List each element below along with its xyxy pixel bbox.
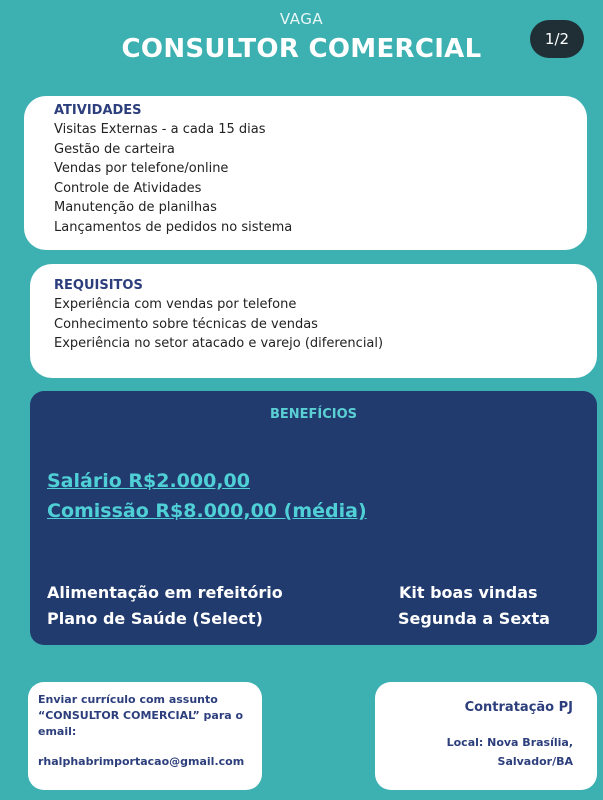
list-item: Gestão de carteira (54, 141, 175, 157)
list-item: Controle de Atividades (54, 180, 202, 196)
list-item: Vendas por telefone/online (54, 161, 229, 177)
perk-plano-saude: Plano de Saúde (Select) (47, 609, 263, 628)
page-counter-badge: 1/2 (530, 20, 584, 58)
atividades-list (54, 120, 587, 238)
beneficios-panel (30, 391, 597, 645)
contato-email-link[interactable]: rhalphabrimportacao@gmail.com (38, 755, 245, 768)
list-item: Experiência no setor atacado e varejo (diferencial) (54, 336, 384, 352)
requisitos-card (30, 264, 597, 378)
salario-link[interactable]: Salário R$2.000,00 (47, 470, 250, 492)
contato-card (28, 682, 262, 790)
list-item: Lançamentos de pedidos no sistema (54, 219, 293, 235)
list-item: Manutenção de planilhas (54, 200, 217, 216)
requisitos-heading: REQUISITOS (54, 278, 143, 293)
contato-instrucao-1: Enviar currículo com assunto (38, 693, 218, 706)
contratacao-card (375, 682, 597, 790)
page-title: CONSULTOR COMERCIAL (121, 34, 482, 64)
vaga-label: VAGA (279, 10, 324, 28)
perk-alimentacao: Alimentação em refeitório (47, 583, 283, 602)
list-item: Conhecimento sobre técnicas de vendas (54, 316, 318, 332)
list-item: Experiência com vendas por telefone (54, 297, 297, 312)
contato-instrucao-2: “CONSULTOR COMERCIAL” para o (38, 709, 244, 722)
comissao-link[interactable]: Comissão R$8.000,00 (média) (47, 500, 367, 522)
local-line-1: Local: Nova Brasília, (446, 736, 573, 749)
requisitos-list (54, 295, 597, 354)
contato-instrucao-3: email: (38, 725, 77, 738)
atividades-heading: ATIVIDADES (54, 103, 142, 118)
local-line-2: Salvador/BA (497, 755, 573, 768)
list-item: Visitas Externas - a cada 15 dias (54, 122, 266, 137)
perk-kit-boas-vindas: Kit boas vindas (399, 583, 538, 602)
contratacao-title: Contratação PJ (464, 700, 573, 715)
perk-horario: Segunda a Sexta (398, 609, 550, 628)
beneficios-heading: BENEFÍCIOS (269, 407, 358, 422)
atividades-card (24, 96, 587, 250)
